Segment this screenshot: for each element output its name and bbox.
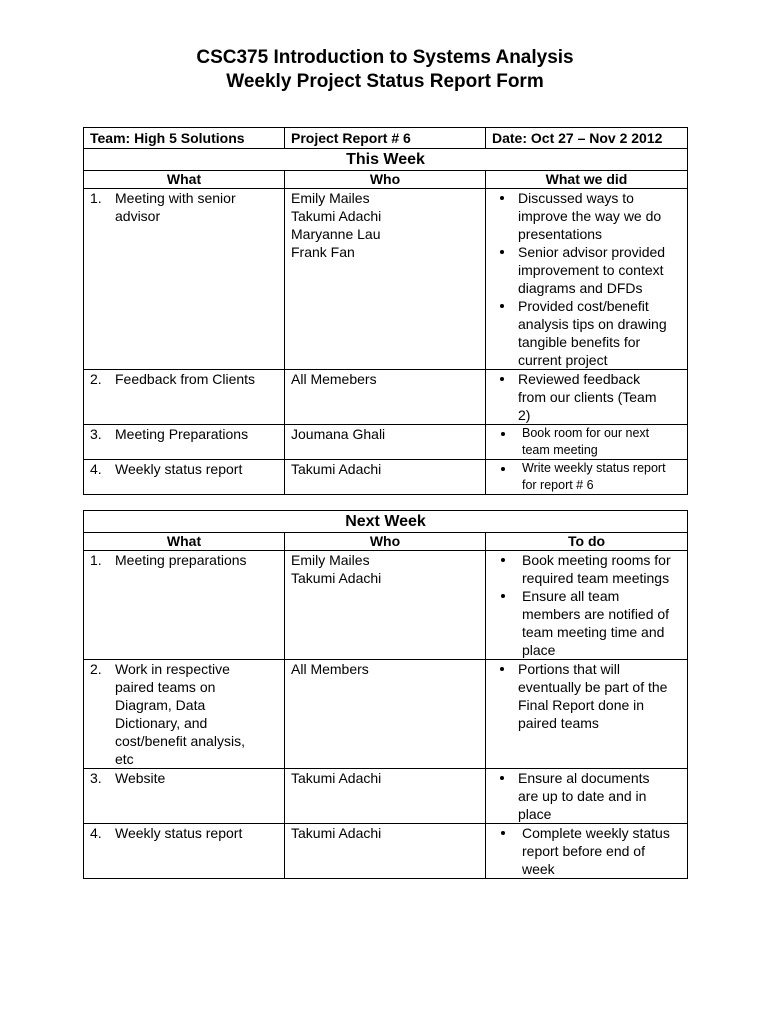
numbered-item: [90, 769, 278, 787]
bullet-line: Provided cost/benefit: [518, 298, 649, 314]
bullet-item: [492, 587, 681, 659]
bullet-line: eventually be part of the: [518, 679, 668, 695]
title-line-1: CSC375 Introduction to Systems Analysis: [196, 47, 574, 68]
bullet-list: [492, 551, 681, 659]
table-row: [84, 551, 688, 660]
bullet-list: [492, 769, 681, 823]
bullet-line: Portions that will: [518, 661, 620, 677]
who-cell: [285, 370, 486, 425]
bullet-item: [492, 460, 681, 494]
what-line: Weekly status report: [115, 825, 243, 841]
bullet-line: Book room for our next: [522, 426, 650, 440]
bullet-line: Reviewed feedback: [518, 371, 641, 387]
header-row: [84, 128, 688, 149]
what-line: paired teams on: [115, 679, 216, 695]
bullet-line: Senior advisor provided: [518, 244, 666, 260]
this-week-rows: [84, 189, 688, 495]
what-line: Work in respective: [115, 661, 230, 677]
next-week-rows: [84, 551, 688, 879]
person-name: Joumana Ghali: [291, 426, 386, 442]
what-cell: [84, 824, 285, 879]
bullet-item: [492, 769, 681, 823]
what-line: advisor: [115, 208, 161, 224]
what-line: Meeting Preparations: [115, 426, 249, 442]
bullet-line: place: [522, 642, 556, 658]
numbered-item: [90, 370, 278, 388]
bullet-line: analysis tips on drawing: [518, 316, 667, 332]
bullet-line: diagrams and DFDs: [518, 280, 643, 296]
what-cell: [84, 551, 285, 660]
item-number: 4.: [90, 825, 102, 841]
bullet-line: current project: [518, 352, 608, 368]
person-name: All Memebers: [291, 371, 377, 387]
bullets-cell: [486, 189, 688, 370]
what-cell: [84, 660, 285, 769]
bullet-line: paired teams: [518, 715, 599, 731]
person-name: Emily Mailes: [291, 552, 370, 568]
what-cell: [84, 189, 285, 370]
next-week-heading: Next Week: [84, 511, 688, 533]
item-text: [115, 551, 247, 569]
bullets-cell: [486, 370, 688, 425]
bullet-line: tangible benefits for: [518, 334, 641, 350]
what-line: Diagram, Data: [115, 697, 206, 713]
table-row: [84, 824, 688, 879]
who-cell: [285, 660, 486, 769]
item-text: [115, 460, 242, 478]
person-name: Maryanne Lau: [291, 226, 381, 242]
item-number: 3.: [90, 770, 102, 786]
bullet-line: from our clients (Team: [518, 389, 657, 405]
bullet-line: team meeting time and: [522, 624, 665, 640]
bullets-cell: [486, 660, 688, 769]
numbered-item: [90, 460, 278, 478]
bullet-line: for report # 6: [522, 478, 594, 492]
item-number: 4.: [90, 461, 102, 477]
what-line: Dictionary, and: [115, 715, 208, 731]
this-week-table: [83, 127, 688, 495]
bullet-line: team meeting: [522, 443, 598, 457]
bullet-item: [492, 370, 681, 424]
table-row: [84, 189, 688, 370]
person-name: All Members: [291, 661, 369, 677]
team-name: Team: High 5 Solutions: [84, 128, 285, 149]
numbered-item: [90, 660, 278, 768]
who-cell: [285, 460, 486, 495]
bullet-item: [492, 551, 681, 587]
item-number: 1.: [90, 190, 102, 206]
item-text: [115, 769, 165, 787]
title-line-2: Weekly Project Status Report Form: [226, 71, 544, 92]
what-cell: [84, 425, 285, 460]
numbered-item: [90, 189, 278, 225]
item-text: [115, 189, 236, 225]
who-cell: [285, 824, 486, 879]
col-to-do: To do: [486, 533, 688, 551]
bullet-list: [492, 824, 681, 878]
page-title: [0, 46, 770, 94]
bullet-item: [492, 243, 681, 297]
item-number: 3.: [90, 426, 102, 442]
bullets-cell: [486, 824, 688, 879]
what-line: Feedback from Clients: [115, 371, 256, 387]
bullet-list: [492, 370, 681, 424]
bullet-item: [492, 824, 681, 878]
who-cell: [285, 551, 486, 660]
bullet-line: Discussed ways to: [518, 190, 634, 206]
item-text: [115, 824, 242, 842]
person-name: Takumi Adachi: [291, 770, 382, 786]
this-week-column-headers: [84, 171, 688, 189]
numbered-item: [90, 551, 278, 569]
bullet-line: place: [518, 806, 552, 822]
table-row: [84, 425, 688, 460]
what-line: cost/benefit analysis,: [115, 733, 245, 749]
bullet-line: Book meeting rooms for: [522, 552, 671, 568]
item-number: 1.: [90, 552, 102, 568]
bullets-cell: [486, 769, 688, 824]
bullet-line: improvement to context: [518, 262, 664, 278]
item-number: 2.: [90, 661, 102, 677]
bullet-line: 2): [518, 407, 531, 423]
bullet-list: [492, 189, 681, 369]
bullets-cell: [486, 460, 688, 495]
person-name: Takumi Adachi: [291, 570, 382, 586]
bullets-cell: [486, 551, 688, 660]
what-cell: [84, 370, 285, 425]
person-name: Takumi Adachi: [291, 461, 382, 477]
what-cell: [84, 769, 285, 824]
numbered-item: [90, 425, 278, 443]
bullet-item: [492, 189, 681, 243]
what-line: Weekly status report: [115, 461, 243, 477]
bullet-line: report before end of: [522, 843, 645, 859]
who-cell: [285, 189, 486, 370]
next-week-column-headers: [84, 533, 688, 551]
item-text: [115, 370, 255, 388]
what-line: Meeting preparations: [115, 552, 247, 568]
bullet-line: required team meetings: [522, 570, 670, 586]
what-line: Meeting with senior: [115, 190, 236, 206]
table-row: [84, 460, 688, 495]
who-cell: [285, 425, 486, 460]
table-row: [84, 370, 688, 425]
bullet-line: week: [522, 861, 555, 877]
bullet-list: [492, 460, 681, 494]
numbered-item: [90, 824, 278, 842]
what-line: etc: [115, 751, 134, 767]
person-name: Emily Mailes: [291, 190, 370, 206]
bullet-line: improve the way we do: [518, 208, 662, 224]
bullet-line: Ensure al documents: [518, 770, 650, 786]
what-cell: [84, 460, 285, 495]
bullet-line: Complete weekly status: [522, 825, 670, 841]
bullet-item: [492, 660, 681, 732]
bullet-item: [492, 297, 681, 369]
bullet-list: [492, 425, 681, 459]
col-what: What: [84, 533, 285, 551]
col-who: Who: [285, 171, 486, 189]
col-what-we-did: What we did: [486, 171, 688, 189]
table-row: [84, 660, 688, 769]
bullets-cell: [486, 425, 688, 460]
person-name: Frank Fan: [291, 244, 355, 260]
what-line: Website: [115, 770, 166, 786]
this-week-heading: This Week: [84, 149, 688, 171]
bullet-item: [492, 425, 681, 459]
bullet-line: Write weekly status report: [522, 461, 666, 475]
bullet-line: presentations: [518, 226, 603, 242]
person-name: Takumi Adachi: [291, 208, 382, 224]
item-text: [115, 660, 245, 768]
who-cell: [285, 769, 486, 824]
bullet-line: are up to date and in: [518, 788, 647, 804]
table-row: [84, 769, 688, 824]
col-who: Who: [285, 533, 486, 551]
report-date: Date: Oct 27 – Nov 2 2012: [486, 128, 688, 149]
bullet-line: members are notified of: [522, 606, 670, 622]
person-name: Takumi Adachi: [291, 825, 382, 841]
bullet-list: [492, 660, 681, 732]
bullet-line: Final Report done in: [518, 697, 645, 713]
item-number: 2.: [90, 371, 102, 387]
next-week-table: [83, 510, 688, 879]
bullet-line: Ensure all team: [522, 588, 620, 604]
col-what: What: [84, 171, 285, 189]
project-report-number: Project Report # 6: [285, 128, 486, 149]
item-text: [115, 425, 248, 443]
